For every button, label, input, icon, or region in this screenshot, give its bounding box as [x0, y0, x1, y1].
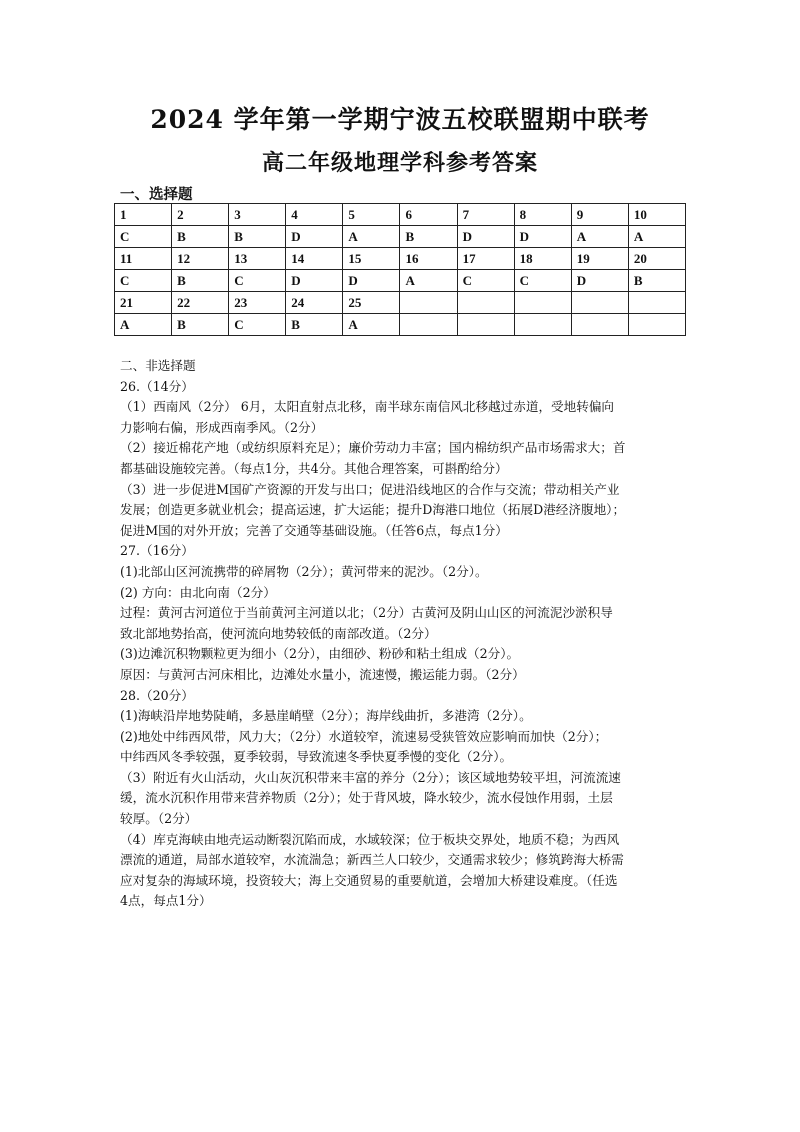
- table-cell: 1: [115, 204, 172, 226]
- table-cell: B: [229, 226, 286, 248]
- text-line: (1)海峡沿岸地势陡峭，多悬崖峭壁（2分）；海岸线曲折，多港湾（2分）。: [120, 708, 532, 724]
- table-cell: C: [229, 270, 286, 292]
- text-line: 二、非选择题: [120, 358, 196, 373]
- table-cell: [457, 292, 514, 314]
- table-cell: D: [514, 226, 571, 248]
- table-cell: [400, 314, 457, 336]
- table-cell: 10: [628, 204, 685, 226]
- table-cell: 17: [457, 248, 514, 270]
- table-cell: 8: [514, 204, 571, 226]
- text-line: (2)地处中纬西风带，风力大；（2分）水道较窄，流速易受狭管效应影响而加快（2分）；: [120, 728, 608, 744]
- table-cell: 24: [286, 292, 343, 314]
- table-cell: D: [343, 270, 400, 292]
- table-cell: 4: [286, 204, 343, 226]
- text-line: 漂流的通道，局部水道较窄，水流湍急；新西兰人口较少，交通需求较少；修筑跨海大桥需: [120, 852, 624, 868]
- table-cell: [571, 314, 628, 336]
- question-number-row: [115, 292, 686, 314]
- text-line: 过程：黄河古河道位于当前黄河主河道以北；（2分）古黄河及阴山山区的河流泥沙淤积导: [120, 605, 613, 621]
- table-cell: A: [571, 226, 628, 248]
- text-line: （2）接近棉花产地（或纺织原料充足）；廉价劳动力丰富；国内棉纺织产品市场需求大；首: [120, 440, 626, 456]
- text-line: 27.（16分）: [120, 543, 194, 559]
- table-cell: 11: [115, 248, 172, 270]
- table-cell: [514, 314, 571, 336]
- table-cell: C: [115, 226, 172, 248]
- table-cell: [457, 314, 514, 336]
- table-cell: A: [343, 314, 400, 336]
- table-cell: C: [115, 270, 172, 292]
- question-number-row: [115, 204, 686, 226]
- table-cell: D: [286, 226, 343, 248]
- text-line: 促进M国的对外开放；完善了交通等基础设施。（任答6点，每点1分）: [120, 522, 508, 538]
- table-cell: 18: [514, 248, 571, 270]
- table-cell: 16: [400, 248, 457, 270]
- section-heading-choice: 一、选择题: [120, 186, 193, 203]
- text-line: 较厚。（2分）: [120, 811, 198, 827]
- document-title: 2024 学年第一学期宁波五校联盟期中联考: [150, 105, 650, 134]
- table-cell: 7: [457, 204, 514, 226]
- text-line: 28.（20分）: [120, 687, 194, 703]
- text-line: 发展；创造更多就业机会；提高运速，扩大运能；提升D海港口地位（拓展D港经济腹地）；: [120, 502, 626, 518]
- table-cell: 3: [229, 204, 286, 226]
- answer-row: [115, 270, 686, 292]
- table-cell: 12: [172, 248, 229, 270]
- answer-row: [115, 226, 686, 248]
- table-cell: B: [628, 270, 685, 292]
- table-cell: 23: [229, 292, 286, 314]
- question-number-row: [115, 248, 686, 270]
- table-cell: A: [343, 226, 400, 248]
- table-cell: D: [286, 270, 343, 292]
- table-cell: D: [571, 270, 628, 292]
- table-cell: C: [229, 314, 286, 336]
- text-line: (1)北部山区河流携带的碎屑物（2分）；黄河带来的泥沙。（2分）。: [120, 563, 488, 579]
- text-line: 26.（14分）: [120, 378, 194, 394]
- table-cell: C: [457, 270, 514, 292]
- answer-row: [115, 314, 686, 336]
- table-cell: 9: [571, 204, 628, 226]
- table-cell: B: [172, 270, 229, 292]
- text-line: （3）附近有火山活动，火山灰沉积带来丰富的养分（2分）；该区域地势较平坦，河流流速: [120, 769, 621, 785]
- answer-table: [114, 203, 686, 336]
- text-line: 力影响右偏，形成西南季风。（2分）: [120, 419, 324, 435]
- table-cell: B: [400, 226, 457, 248]
- text-line: （1）西南风（2分） 6月，太阳直射点北移，南半球东南信风北移越过赤道，受地转偏向: [120, 399, 615, 415]
- table-cell: [514, 292, 571, 314]
- table-cell: 13: [229, 248, 286, 270]
- table-cell: 14: [286, 248, 343, 270]
- table-cell: 5: [343, 204, 400, 226]
- text-line: 中纬西风冬季较强，夏季较弱，导致流速冬季快夏季慢的变化（2分）。: [120, 749, 513, 765]
- table-cell: 15: [343, 248, 400, 270]
- document-subtitle: 高二年级地理学科参考答案: [261, 150, 538, 176]
- answer-text-block: [120, 356, 692, 912]
- text-line: 4点，每点1分）: [120, 893, 212, 909]
- table-cell: [628, 292, 685, 314]
- text-line: 缓，流水沉积作用带来营养物质（2分）；处于背风坡，降水较少，流水侵蚀作用弱，土层: [120, 790, 613, 806]
- table-cell: A: [400, 270, 457, 292]
- table-cell: 25: [343, 292, 400, 314]
- table-cell: 20: [628, 248, 685, 270]
- text-line: （3）进一步促进M国矿产资源的开发与出口；促进沿线地区的合作与交流；带动相关产业: [120, 481, 620, 497]
- table-cell: B: [172, 314, 229, 336]
- text-line: (2) 方向：由北向南（2分）: [120, 584, 276, 600]
- table-cell: D: [457, 226, 514, 248]
- table-cell: [400, 292, 457, 314]
- table-cell: B: [172, 226, 229, 248]
- table-cell: 22: [172, 292, 229, 314]
- table-cell: A: [628, 226, 685, 248]
- text-line: 都基础设施较完善。（每点1分，共4分。其他合理答案，可斟酌给分）: [120, 460, 508, 476]
- text-line: （4）库克海峡由地壳运动断裂沉陷而成，水域较深；位于板块交界处，地质不稳；为西风: [120, 831, 620, 847]
- table-cell: 19: [571, 248, 628, 270]
- table-cell: 2: [172, 204, 229, 226]
- text-line: (3)边滩沉积物颗粒更为细小（2分），由细砂、粉砂和粘土组成（2分）。: [120, 646, 520, 662]
- text-line: 致北部地势抬高，使河流向地势较低的南部改道。（2分）: [120, 625, 437, 641]
- table-cell: [571, 292, 628, 314]
- table-cell: A: [115, 314, 172, 336]
- table-cell: B: [286, 314, 343, 336]
- text-line: 原因：与黄河古河床相比，边滩处水量小，流速慢，搬运能力弱。（2分）: [120, 666, 525, 682]
- table-cell: [628, 314, 685, 336]
- table-cell: 6: [400, 204, 457, 226]
- table-cell: 21: [115, 292, 172, 314]
- table-cell: C: [514, 270, 571, 292]
- text-line: 应对复杂的海域环境，投资较大；海上交通贸易的重要航道，会增加大桥建设难度。（任选: [120, 872, 618, 888]
